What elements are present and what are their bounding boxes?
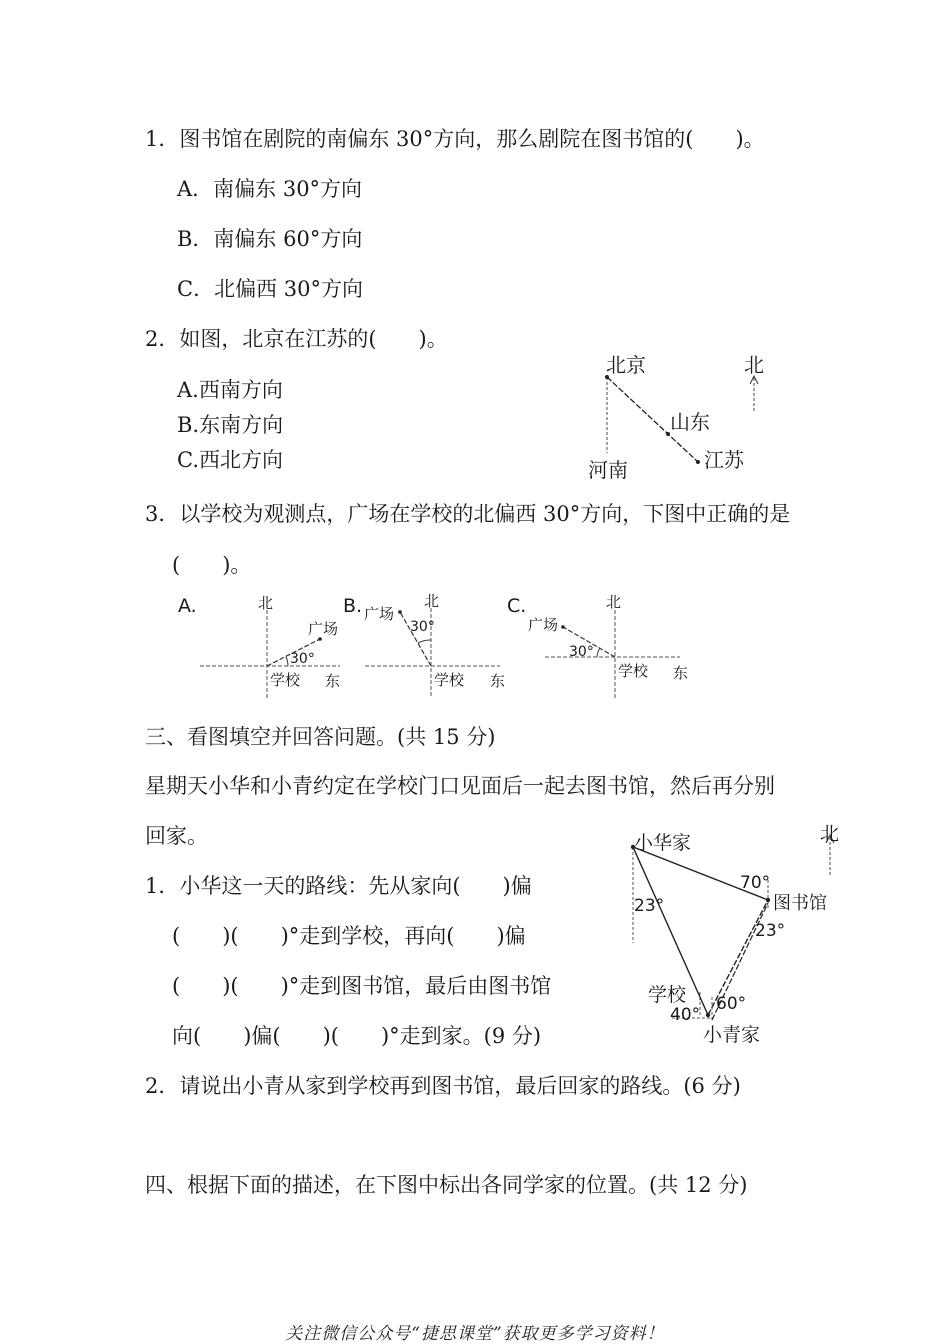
school-point (706, 1013, 710, 1017)
jiangsu-label: 江苏 (704, 448, 744, 472)
q3-blank: ( )。 (172, 553, 252, 577)
school-label: 学校 (270, 671, 301, 689)
square-label: 广场 (528, 616, 559, 634)
library-point (766, 898, 770, 902)
school-label: 学校 (618, 662, 649, 680)
q1-stem: 1．图书馆在剧院的南偏东 30°方向，那么剧院在图书馆的( )。 (145, 127, 765, 151)
section3-route-figure (600, 815, 860, 1055)
section4-title: 四、根据下面的描述，在下图中标出各同学家的位置。(共 12 分) (145, 1173, 748, 1197)
q2-map-figure (580, 348, 780, 488)
east-label: 东 (673, 664, 689, 682)
square-label: 广场 (364, 605, 395, 623)
angle-arc (286, 657, 288, 666)
east-label: 东 (325, 672, 341, 690)
xiaohua-home-label: 小华家 (634, 832, 692, 854)
q2-option-a: A.西南方向 (177, 378, 283, 402)
north-label: 北 (606, 593, 622, 611)
angle-23-left-label: 23° (634, 896, 665, 916)
angle-label: 30° (410, 619, 435, 635)
q3-figure-b (340, 590, 510, 700)
square-point (398, 610, 402, 614)
angle-label: 30° (290, 651, 315, 667)
section3-q1-line3: ( )( )°走到图书馆，最后由图书馆 (172, 974, 552, 998)
section3-title: 三、看图填空并回答问题。(共 15 分) (145, 725, 496, 749)
q2-stem: 2．如图，北京在江苏的( )。 (145, 327, 448, 351)
north-label: 北 (744, 353, 764, 377)
angle-40-label: 40° (670, 1005, 701, 1025)
angle-70-label: 70° (740, 873, 771, 893)
option-label: B. (343, 595, 363, 617)
option-label: A. (178, 595, 197, 617)
angle-arc (597, 648, 600, 657)
north-label: 北 (424, 592, 440, 610)
angle-60-label: 60° (716, 994, 747, 1014)
angle-23-right-label: 23° (755, 921, 786, 941)
q2-option-b: B.东南方向 (177, 413, 284, 437)
q1-option-a: A．南偏东 30°方向 (177, 177, 363, 201)
q3-figure-c (505, 590, 715, 700)
q1-option-c: C．北偏西 30°方向 (177, 277, 363, 301)
section3-intro-line1: 星期天小华和小青约定在学校门口见面后一起去图书馆，然后再分别 (145, 774, 775, 798)
section3-q1-line4: 向( )偏( )( )°走到家。(9 分) (172, 1024, 542, 1048)
beijing-label: 北京 (606, 353, 646, 377)
angle-arc (418, 640, 431, 643)
north-label: 北 (258, 594, 274, 612)
footer-watermark: 关注微信公众号“捷思课堂”获取更多学习资料！ (285, 1324, 665, 1344)
q1-option-b: B．南偏东 60°方向 (177, 227, 363, 251)
square-point (561, 625, 565, 629)
jiangsu-point (696, 460, 700, 464)
school-label: 学校 (434, 671, 465, 689)
xiaoqing-home-label: 小青家 (703, 1024, 761, 1046)
square-label: 广场 (308, 620, 339, 638)
section3-q2: 2．请说出小青从家到学校再到图书馆，最后回家的路线。(6 分) (145, 1074, 741, 1098)
section3-intro-line2: 回家。 (145, 824, 208, 848)
q2-option-c: C.西北方向 (177, 448, 283, 472)
q3-figure-a (170, 590, 341, 700)
north-label: 北 (820, 823, 840, 845)
shandong-label: 山东 (670, 410, 710, 434)
section3-q1-line1: 1．小华这一天的路线：先从家向( )偏 (145, 874, 532, 898)
q3-stem: 3．以学校为观测点，广场在学校的北偏西 30°方向，下图中正确的是 (145, 502, 791, 526)
angle-label: 30° (569, 644, 594, 660)
east-label: 东 (490, 672, 506, 690)
henan-label: 河南 (588, 458, 628, 482)
section3-q1-line2: ( )( )°走到学校，再向( )偏 (172, 924, 526, 948)
option-label: C. (507, 595, 527, 617)
library-label: 图书馆 (773, 893, 827, 914)
school-label: 学校 (648, 984, 687, 1006)
